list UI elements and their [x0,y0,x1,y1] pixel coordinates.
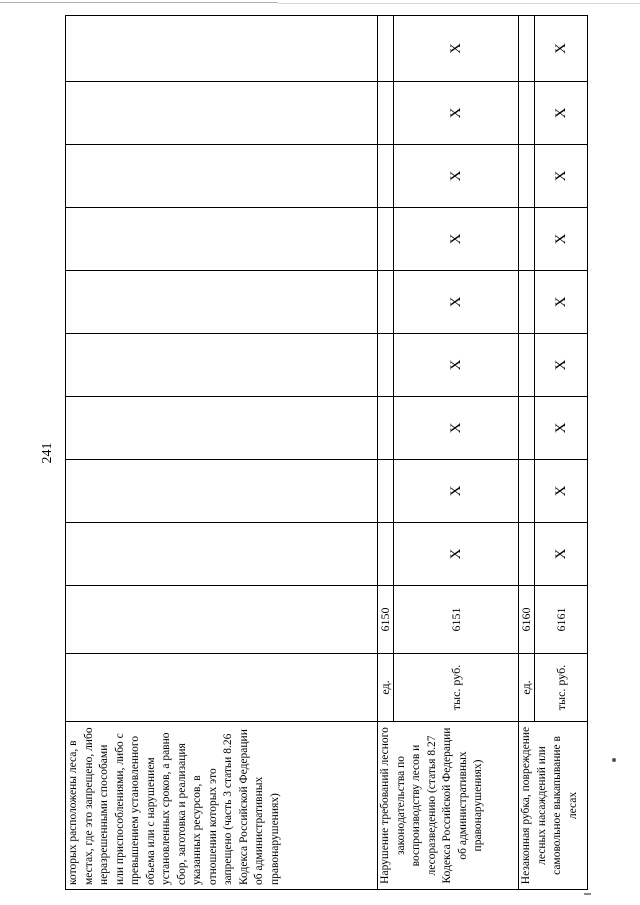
row-name-cell [378,722,519,890]
value-cell [378,82,394,145]
value-cell [378,208,394,271]
row-name-text: которых расположены леса, в местах, где это запрещено, либо неразрешенными способами или приспособлениями, либо с превышением установленного объема или с нарушением установленных сроков, а равно сбор, заготовка и реализация указанных ресурсов, в отношении которых это запрещено (часть 3 статьи 8.26 Кодекса Российской Федерации об административных правонарушениях) [67,727,281,885]
value-cell: X [535,397,588,460]
value-cell: X [394,523,519,586]
row-name-cell [66,722,378,890]
value-cell [66,460,378,523]
table-row [519,16,535,890]
value-cell [519,271,535,334]
scan-dot [612,758,616,762]
value-cell [378,16,394,82]
value-cell [519,397,535,460]
value-cell: X [535,334,588,397]
value-cell [66,523,378,586]
row-name-text: Незаконная рубка, повреждение лесных насаждений или самовольное выкапывание в лесах [520,726,579,885]
value-cell [519,334,535,397]
data-table [65,15,588,890]
value-cell [519,16,535,82]
value-cell [66,208,378,271]
value-cell [66,397,378,460]
scan-edge-line [278,3,640,4]
table-row [378,16,394,890]
scan-edge-line [0,2,278,3]
value-cell: X [394,145,519,208]
value-cell [378,523,394,586]
value-cell: X [394,460,519,523]
code-cell: 6161 [535,586,588,654]
value-cell: X [535,271,588,334]
table-row [66,16,378,890]
scan-mark [584,893,591,895]
value-cell [378,397,394,460]
row-name-cell [519,722,588,890]
value-cell: X [535,208,588,271]
value-cell: X [394,16,519,82]
value-cell [378,460,394,523]
code-cell: 6160 [519,586,535,654]
code-cell: 6151 [394,586,519,654]
unit-cell: ед. [378,654,394,722]
unit-cell: тыс. руб. [535,654,588,722]
value-cell: X [394,397,519,460]
row-name-text: Нарушение требований лесного законодательства по воспроизводству лесов и лесоразведению (статья 8.27 Кодекса Российской Федерации об административных правонарушениях) [379,727,484,884]
unit-cell [66,654,378,722]
value-cell [519,523,535,586]
page-number: 241 [40,442,55,464]
value-cell [378,271,394,334]
value-cell [66,334,378,397]
unit-cell: ед. [519,654,535,722]
value-cell [66,82,378,145]
value-cell [66,16,378,82]
value-cell: X [535,460,588,523]
code-cell [66,586,378,654]
value-cell: X [394,208,519,271]
unit-cell: тыс. руб. [394,654,519,722]
code-cell: 6150 [378,586,394,654]
value-cell [519,145,535,208]
value-cell: X [535,523,588,586]
value-cell [66,145,378,208]
value-cell [66,271,378,334]
value-cell: X [394,334,519,397]
value-cell [378,334,394,397]
value-cell [378,145,394,208]
rotated-table-container [65,15,585,890]
value-cell [519,208,535,271]
value-cell: X [535,16,588,82]
value-cell: X [535,82,588,145]
value-cell: X [394,271,519,334]
value-cell: X [535,145,588,208]
value-cell [519,460,535,523]
value-cell [519,82,535,145]
value-cell: X [394,82,519,145]
